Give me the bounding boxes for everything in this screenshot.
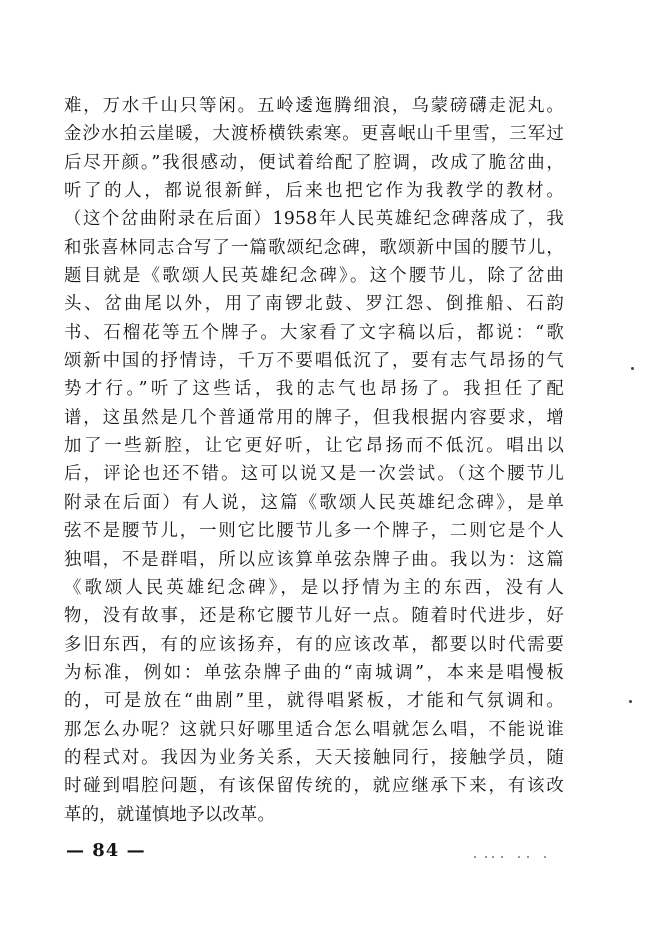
text-line: 谱，这虽然是几个普通常用的牌子，但我根据内容要求，增 xyxy=(64,407,564,428)
scan-speck xyxy=(631,367,634,370)
text-line: 物，没有故事，还是称它腰节儿好一点。随着时代进步，好 xyxy=(64,606,564,627)
text-line: 多旧东西，有的应该扬弃，有的应该改革，都要以时代需要 xyxy=(64,634,564,655)
scan-noise xyxy=(470,852,560,862)
page-number: — 84 — xyxy=(66,840,146,861)
text-line: 头、岔曲尾以外，用了南锣北鼓、罗江怨、倒推船、石韵 xyxy=(64,294,564,315)
text-line: 那怎么办呢？这就只好哪里适合怎么唱就怎么唱，不能说谁 xyxy=(64,719,564,740)
text-line: 听了的人，都说很新鲜，后来也把它作为我教学的教材。 xyxy=(64,181,564,202)
text-line: 《歌颂人民英雄纪念碑》，是以抒情为主的东西，没有人 xyxy=(64,577,564,598)
text-line: 为标准，例如：单弦杂牌子曲的“南城调”，本来是唱慢板 xyxy=(64,662,564,683)
text-line: 的，可是放在“曲剧”里，就得唱紧板，才能和气氛调和。 xyxy=(64,691,564,712)
text-line: 时碰到唱腔问题，有该保留传统的，就应继承下来，有该改 xyxy=(64,776,564,797)
text-line: 弦不是腰节儿，一则它比腰节儿多一个牌子，二则它是个人 xyxy=(64,521,564,542)
text-line: 颂新中国的抒情诗，千万不要唱低沉了，要有志气昂扬的气 xyxy=(64,351,564,372)
text-line: 的程式对。我因为业务关系，天天接触同行，接触学员，随 xyxy=(64,747,564,768)
text-line: 后尽开颜。”我很感动，便试着给配了腔调，改成了脆岔曲， xyxy=(64,152,564,173)
scan-speck xyxy=(629,700,632,703)
text-line: 难，万水千山只等闲。五岭逶迤腾细浪，乌蒙磅礴走泥丸。 xyxy=(64,96,564,116)
text-line: 独唱，不是群唱，所以应该算单弦杂牌子曲。我以为：这篇 xyxy=(64,549,564,570)
text-line: 势才行。”听了这些话，我的志气也昂扬了。我担任了配 xyxy=(64,379,564,400)
text-line: 革的，就谨慎地予以改革。 xyxy=(64,804,276,825)
text-line: 加了一些新腔，让它更好听，让它昂扬而不低沉。唱出以 xyxy=(64,436,564,457)
body-text xyxy=(64,92,564,829)
text-line: 和张喜林同志合写了一篇歌颂纪念碑，歌颂新中国的腰节儿， xyxy=(64,237,564,258)
text-line: 题目就是《歌颂人民英雄纪念碑》。这个腰节儿，除了岔曲 xyxy=(64,266,564,287)
text-line: 后，评论也还不错。这可以说又是一次尝试。（这个腰节儿 xyxy=(64,464,564,485)
text-line: 书、石榴花等五个牌子。大家看了文字稿以后，都说：“歌 xyxy=(64,322,564,343)
text-line: （这个岔曲附录在后面）1958年人民英雄纪念碑落成了，我 xyxy=(64,209,564,230)
text-line: 附录在后面）有人说，这篇《歌颂人民英雄纪念碑》，是单 xyxy=(64,492,564,513)
text-line: 金沙水拍云崖暖，大渡桥横铁索寒。更喜岷山千里雪，三军过 xyxy=(64,124,564,145)
